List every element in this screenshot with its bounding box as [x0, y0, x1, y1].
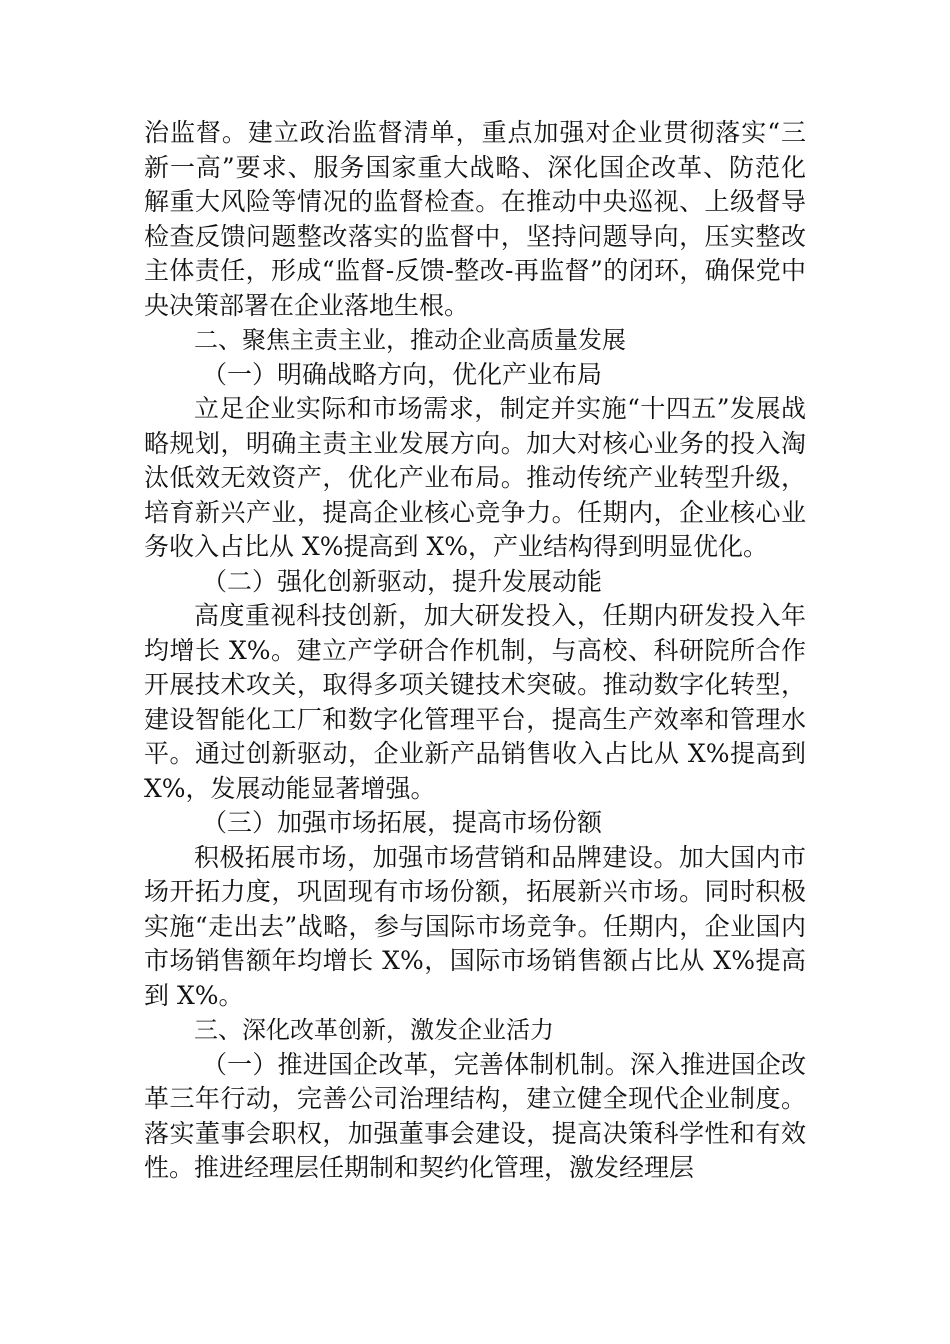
- section-heading-2: 二、聚焦主责主业，推动企业高质量发展: [194, 326, 626, 354]
- paragraph-continuation: 治监督。建立政治监督清单，重点加强对企业贯彻落实“三新一高”要求、服务国家重大战略、深化国企改革、防范化解重大风险等情况的监督检查。在推动中央巡视、上级督导检查反馈问题整改落实的监督中，坚持问题导向，压实整改主体责任，形成“监督-反馈-整改-再监督”的闭环，确保党中央决策部署在企业落地生根。: [144, 118, 806, 320]
- paragraph-reform: （一）推进国企改革，完善体制机制。深入推进国企改革三年行动，完善公司治理结构，建立健全现代企业制度。落实董事会职权，加强董事会建设，提高决策科学性和有效性。推进经理层任期制和契约化管理，激发经理层: [144, 1049, 806, 1182]
- document-body: [144, 116, 806, 1186]
- subsection-heading-2-2: （二）强化创新驱动，提升发展动能: [202, 566, 603, 596]
- paragraph-innovation: 高度重视科技创新，加大研发投入，任期内研发投入年均增长 X%。建立产学研合作机制，与高校、科研院所合作开展技术攻关，取得多项关键技术突破。推动数字化转型，建设智能化工厂和数字化管理平台，提高生产效率和管理水平。通过创新驱动，企业新产品销售收入占比从 X%提高到 X%，发展动能显著增强。: [144, 601, 806, 803]
- subsection-heading-2-1: （一）明确战略方向，优化产业布局: [202, 359, 603, 389]
- paragraph-strategy: 立足企业实际和市场需求，制定并实施“十四五”发展战略规划，明确主责主业发展方向。加大对核心业务的投入淘汰低效无效资产，优化产业布局。推动传统产业转型升级，培育新兴产业，提高企业核心竞争力。任期内，企业核心业务收入占比从 X%提高到 X%，产业结构得到明显优化。: [144, 394, 806, 561]
- section-heading-3: 三、深化改革创新，激发企业活力: [194, 1016, 554, 1044]
- subsection-heading-2-3: （三）加强市场拓展，提高市场份额: [202, 808, 603, 837]
- paragraph-market: 积极拓展市场，加强市场营销和品牌建设。加大国内市场开拓力度，巩固现有市场份额，拓展新兴市场。同时积极实施“走出去”战略，参与国际市场竞争。任期内，企业国内市场销售额年均增长 X%，国际市场销售额占比从 X%提高到 X%。: [144, 842, 806, 1010]
